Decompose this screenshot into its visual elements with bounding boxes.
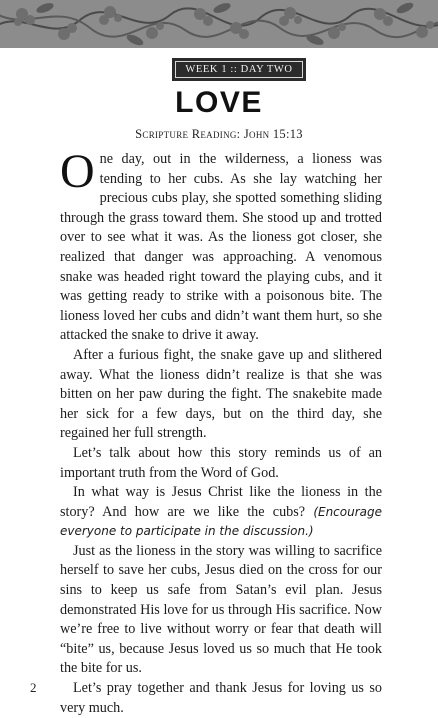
page-number: 2 [30, 680, 37, 695]
paragraph-2: After a furious fight, the snake gave up and slithered away. What the lioness didn’t realize is that she was bitten on her paw during the fight. The snakebite made her sick for a few days, but on the third day, she regained her full strength. [60, 346, 382, 442]
paragraph-3: Let’s talk about how this story reminds us of an important truth from the Word of God. [60, 444, 382, 481]
scripture-reading: Scripture Reading: John 15:13 [135, 127, 303, 141]
drop-cap: O [60, 145, 95, 198]
paragraph-1 [60, 145, 382, 346]
paragraph-6: Let’s pray together and thank Jesus for loving us so very much. [60, 680, 382, 716]
vine-pattern-icon [0, 0, 438, 48]
page-title: LOVE [175, 86, 263, 119]
week-day-label: WEEK 1 :: DAY TWO [172, 58, 306, 81]
decorative-header-band [0, 0, 438, 48]
story-body [60, 145, 383, 718]
paragraph-5: Just as the lioness in the story was willing to sacrifice herself to save her cubs, Jesus died on the cross for our sins to keep us safe from Satan’s evil plan. Jesus demonstrated His love for us through His sacrifice. Now we’re free to live without worry or fear that death will “bite” us, because Jesus loved us so much that He took the bite for us. [60, 542, 382, 677]
paragraph-4-text: In what way is Jesus Christ like the lioness in the story? And how are we like the cubs? [60, 484, 382, 520]
discussion-note: (Encourage everyone to participate in the discussion.) [60, 504, 383, 539]
paragraph-1-text: ne day, out in the wilderness, a lioness was tending to her cubs. As she lay watching her precious cubs play, she spotted something sliding through the grass toward them. She stood up and trotted over to see what it was. As the lioness got closer, she realized that danger was approaching. A venomous snake was headed right toward the playing cubs, and it was getting ready to strike with a poisonous bite. The lioness loved her cubs and didn’t want them hurt, so she attacked the snake to drive it away. [60, 151, 382, 344]
paragraph-4 [60, 483, 382, 542]
